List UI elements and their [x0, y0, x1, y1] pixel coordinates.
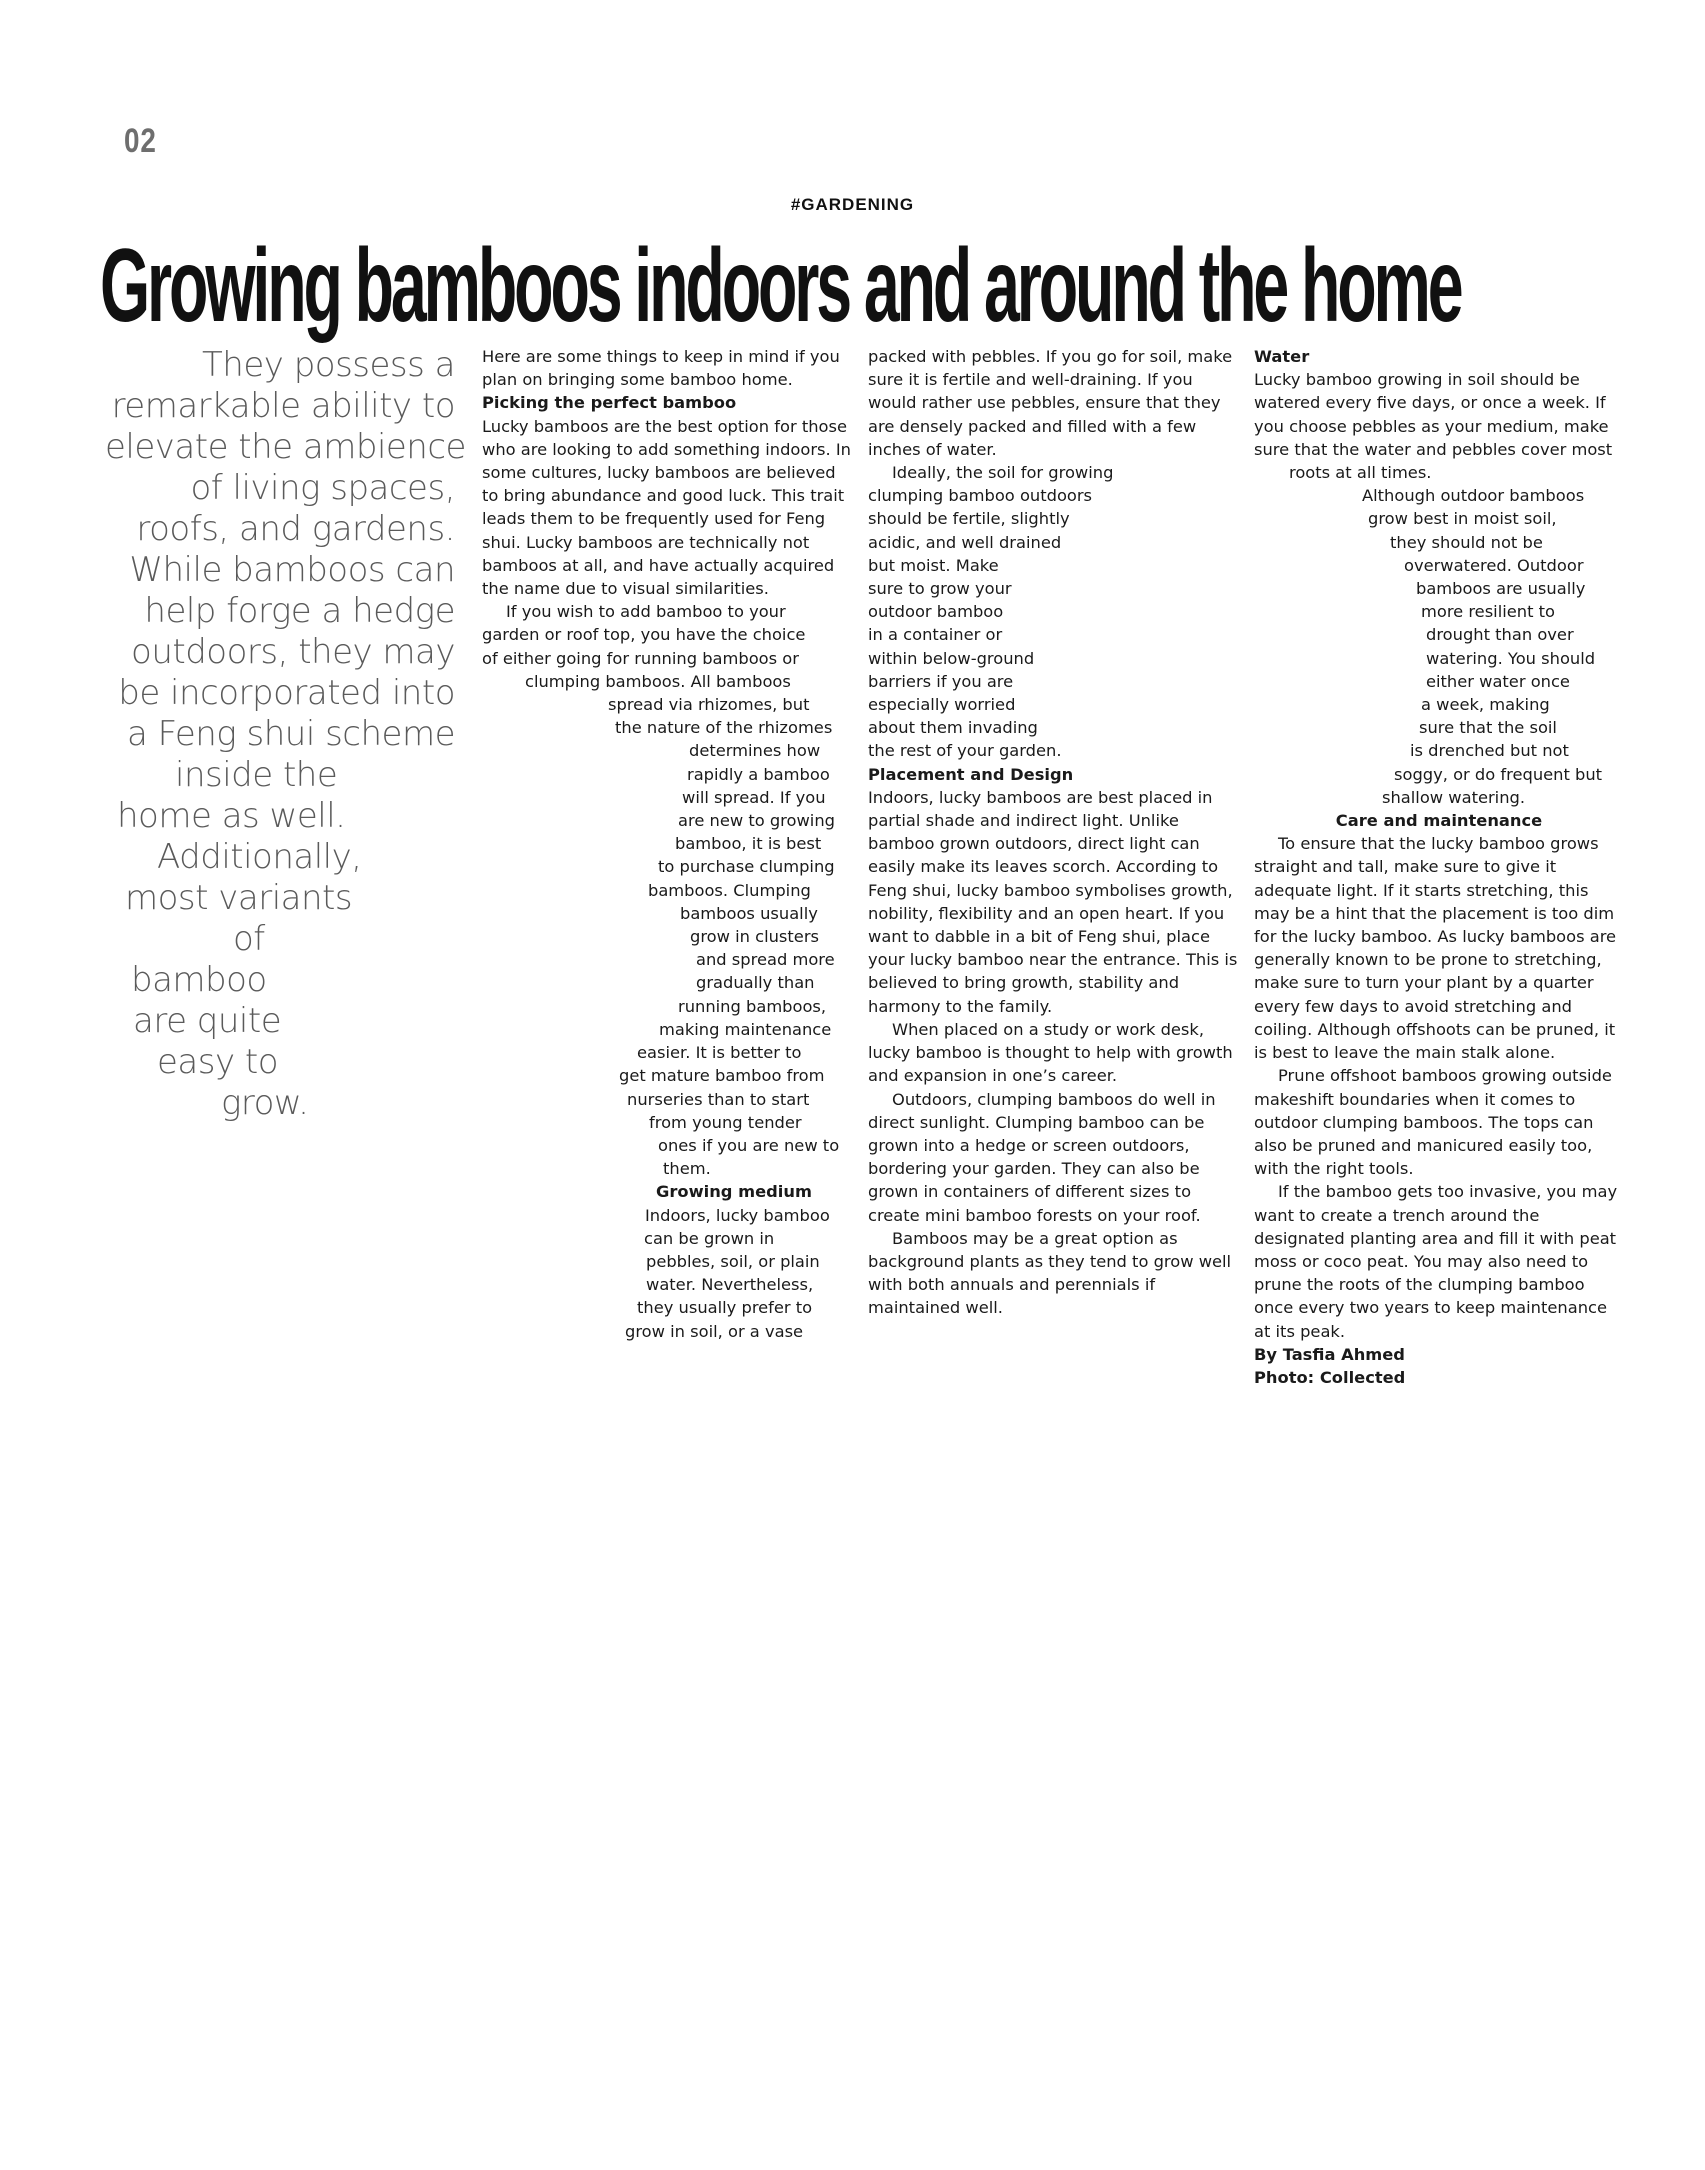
text-line: shallow watering.: [1382, 787, 1526, 807]
pull-quote-line: of living spaces,: [190, 468, 455, 508]
pull-quote-line: They possess a: [202, 345, 455, 385]
text-line: drought than over: [1426, 625, 1574, 645]
text-line: the nature of the rhizomes: [615, 718, 833, 738]
text-line: get mature bamboo from: [619, 1066, 825, 1086]
text-line: running bamboos,: [678, 996, 827, 1016]
section-heading-picking: Picking the perfect bamboo: [482, 393, 737, 413]
section-heading-care: Care and maintenance: [1335, 811, 1543, 831]
text-line: watering. You should: [1426, 648, 1596, 668]
text-line: Indoors, lucky bamboo: [645, 1205, 830, 1225]
article-column-3: [1254, 345, 1624, 1389]
body-paragraph-shaped: [482, 1204, 852, 1343]
body-paragraph: When placed on a study or work desk, lucky bamboo is thought to help with growth and expansion in one’s career.: [868, 1019, 1233, 1086]
text-line: should be fertile, slightly: [868, 509, 1070, 529]
pull-quote: [105, 345, 466, 1124]
text-line: will spread. If you: [682, 787, 826, 807]
text-line: water. Nevertheless,: [646, 1275, 814, 1295]
text-line: within below-ground: [868, 648, 1035, 668]
section-heading-water: Water: [1254, 347, 1310, 366]
text-line: determines how: [689, 741, 821, 761]
body-paragraph: Lucky bamboo growing in soil should be watered every five days, or once a week. If you choose pebbles as your medium, make sure that the water and pebbles cover most: [1254, 370, 1613, 459]
text-line: clumping bamboos. All bamboos: [525, 671, 791, 691]
text-line: they should not be: [1390, 532, 1543, 552]
body-paragraph: Lucky bamboos are the best option for those who are looking to add something indoors. In some cultures, lucky bamboos are believed to bring abundance and good luck. This trait leads them to be frequently used for Feng shui. Lucky bamboos are technically not bamboos at all, and have actually acquired the name due to visual similarities.: [482, 416, 851, 599]
text-line: especially worried: [868, 695, 1016, 715]
text-line: sure to grow your: [868, 579, 1012, 599]
body-paragraph-shaped: [868, 461, 1238, 763]
text-line: If you wish to add bamboo to your: [506, 602, 786, 622]
text-line: of either going for running bamboos or: [482, 648, 799, 668]
text-line: ones if you are new to: [658, 1135, 840, 1155]
body-paragraph: packed with pebbles. If you go for soil, make sure it is fertile and well-draining. If you would rather use pebbles, ensure that they are densely packed and filled with a few inches of water.: [868, 347, 1233, 459]
text-line: can be grown in: [644, 1228, 775, 1248]
intro-paragraph: Here are some things to keep in mind if you plan on bringing some bamboo home.: [482, 347, 840, 390]
text-line: they usually prefer to: [637, 1298, 813, 1318]
section-tag: #GARDENING: [790, 195, 915, 214]
body-paragraph: Outdoors, clumping bamboos do well in direct sunlight. Clumping bamboo can be grown into a hedge or screen outdoors, bordering your garden. They can also be grown in containers of different sizes to create mini bamboo forests on your roof.: [868, 1089, 1216, 1225]
text-line: soggy, or do frequent but: [1394, 764, 1603, 784]
article-column-2: [868, 345, 1238, 1320]
text-line: bamboos usually: [680, 903, 818, 923]
pull-quote-line: are quite: [133, 1001, 282, 1041]
text-line: overwatered. Outdoor: [1404, 555, 1584, 575]
headline: Growing bamboos indoors and around the home: [100, 228, 1461, 344]
pull-quote-line: home as well.: [117, 796, 346, 836]
photo-credit: Photo: Collected: [1254, 1367, 1406, 1387]
text-line: about them invading: [868, 718, 1038, 738]
text-line: Although outdoor bamboos: [1362, 486, 1585, 506]
text-line: sure that the soil: [1419, 718, 1557, 738]
section-heading-placement: Placement and Design: [868, 764, 1074, 784]
text-line: and spread more: [696, 950, 835, 970]
pull-quote-line: outdoors, they may: [131, 632, 455, 672]
text-line: Ideally, the soil for growing: [892, 463, 1114, 483]
body-paragraph-shaped: [1254, 484, 1624, 809]
pull-quote-line: of: [233, 919, 265, 959]
byline: By Tasfia Ahmed: [1254, 1344, 1405, 1364]
text-line: bamboo, it is best: [675, 834, 822, 854]
text-line: bamboos are usually: [1416, 579, 1586, 599]
pull-quote-line: be incorporated into: [118, 673, 455, 713]
text-line: to purchase clumping: [658, 857, 835, 877]
text-line: making maintenance: [659, 1019, 832, 1039]
text-line: the rest of your garden.: [868, 741, 1062, 761]
pull-quote-line: remarkable ability to: [111, 386, 455, 426]
text-line: from young tender: [649, 1112, 802, 1132]
pull-quote-line: elevate the ambience: [105, 427, 466, 467]
text-line: rapidly a bamboo: [687, 764, 830, 784]
text-line: grow in soil, or a vase: [625, 1321, 804, 1341]
text-line: spread via rhizomes, but: [608, 695, 810, 715]
body-paragraph-shaped: [482, 600, 852, 1180]
section-heading-medium: Growing medium: [656, 1182, 812, 1202]
body-paragraph: Prune offshoot bamboos growing outside makeshift boundaries when it comes to outdoor clumping bamboos. The tops can also be pruned and manicured easily too, with the right tools.: [1254, 1066, 1612, 1179]
text-line: clumping bamboo outdoors: [868, 486, 1093, 506]
pull-quote-line: most variants: [125, 878, 353, 918]
body-paragraph: Bamboos may be a great option as background plants as they tend to grow well with both annuals and perennials if maintained well.: [868, 1228, 1232, 1318]
text-line: either water once: [1426, 671, 1570, 691]
text-line: acidic, and well drained: [868, 532, 1062, 552]
text-line: easier. It is better to: [637, 1043, 802, 1063]
pull-quote-line: bamboo: [131, 960, 267, 1000]
pull-quote-line: While bamboos can: [129, 550, 455, 590]
text-line: grow best in moist soil,: [1368, 509, 1557, 529]
pull-quote-line: Additionally,: [157, 837, 362, 877]
page-number: 02: [124, 122, 157, 160]
body-paragraph: To ensure that the lucky bamboo grows straight and tall, make sure to give it adequate light. If it starts stretching, this may be a hint that the placement is too dim for the lucky bamboo. As lucky bamboos are generally known to be prone to stretching, make sure to turn your plant by a quarter every few days to avoid stretching and coiling. Although offshoots can be pruned, it is best to leave the main stalk alone.: [1254, 834, 1617, 1063]
body-paragraph: If the bamboo gets too invasive, you may want to create a trench around the designated planting area and fill it with peat moss or coco peat. You may also need to prune the roots of the clumping bamboo once every two years to keep maintenance at its peak.: [1254, 1182, 1618, 1341]
text-line: but moist. Make: [868, 555, 999, 575]
text-line: is drenched but not: [1410, 741, 1569, 761]
text-line: gradually than: [696, 973, 815, 993]
text-line: roots at all times.: [1289, 463, 1432, 483]
pull-quote-line: inside the: [175, 755, 338, 795]
pull-quote-line: help forge a hedge: [144, 591, 455, 631]
text-line: are new to growing: [678, 811, 835, 831]
pull-quote-line: grow.: [221, 1083, 309, 1123]
article-column-1: [482, 345, 852, 1343]
text-line: bamboos. Clumping: [648, 880, 811, 900]
text-line: outdoor bamboo: [868, 602, 1004, 622]
pull-quote-line: a Feng shui scheme: [127, 714, 455, 754]
pull-quote-line: easy to: [157, 1042, 279, 1082]
text-line: them.: [663, 1159, 711, 1179]
text-line: more resilient to: [1421, 602, 1555, 622]
text-line: nurseries than to start: [627, 1089, 810, 1109]
text-line: in a container or: [868, 625, 1003, 645]
text-line: pebbles, soil, or plain: [646, 1251, 820, 1271]
pull-quote-line: roofs, and gardens.: [136, 509, 455, 549]
text-line: a week, making: [1421, 695, 1550, 715]
text-line: garden or roof top, you have the choice: [482, 625, 806, 645]
text-line: grow in clusters: [690, 927, 819, 947]
text-line: barriers if you are: [868, 671, 1014, 691]
body-paragraph: Indoors, lucky bamboos are best placed in partial shade and indirect light. Unlike bamboo grown outdoors, direct light can easily make its leaves scorch. According to Feng shui, lucky bamboo symbolises growth, nobility, flexibility and an open heart. If you want to dabble in a bit of Feng shui, place your lucky bamboo near the entrance. This is believed to bring growth, stability and harmony to the family.: [868, 787, 1238, 1016]
